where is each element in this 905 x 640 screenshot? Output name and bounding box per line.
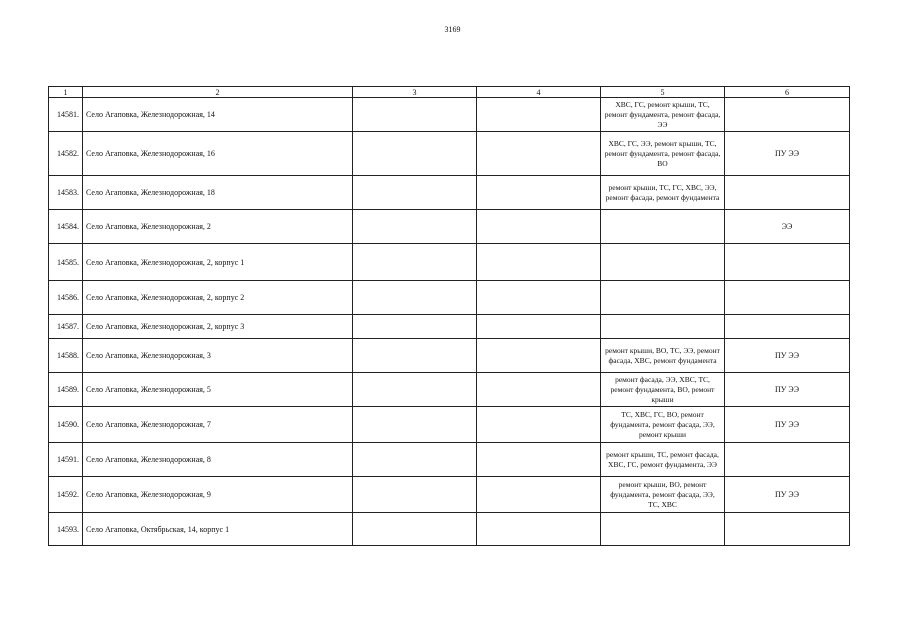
table-row [49, 281, 850, 315]
meter-cell [725, 281, 850, 315]
column-header-6: 6 [725, 87, 850, 98]
table-row [49, 443, 850, 477]
column-3-cell [353, 477, 477, 513]
address-cell: Село Агаповка, Железнодорожная, 9 [83, 477, 353, 513]
column-4-cell [477, 339, 601, 373]
row-number-cell: 14583. [49, 176, 83, 210]
table-row [49, 315, 850, 339]
table-row [49, 176, 850, 210]
works-cell: ремонт крыши, ВО, ремонт фундамента, ремонт фасада, ЭЭ, ТС, ХВС [601, 477, 725, 513]
address-cell: Село Агаповка, Железнодорожная, 8 [83, 443, 353, 477]
column-3-cell [353, 132, 477, 176]
row-number-cell: 14589. [49, 373, 83, 407]
meter-cell: ПУ ЭЭ [725, 339, 850, 373]
column-4-cell [477, 373, 601, 407]
meter-cell [725, 244, 850, 281]
works-cell: ремонт крыши, ВО, ТС, ЭЭ, ремонт фасада, ХВС, ремонт фундамента [601, 339, 725, 373]
table-row [49, 244, 850, 281]
table-row [49, 407, 850, 443]
column-3-cell [353, 98, 477, 132]
column-3-cell [353, 176, 477, 210]
works-cell: ХВС, ГС, ремонт крыши, ТС, ремонт фундамента, ремонт фасада, ЭЭ [601, 98, 725, 132]
meter-cell [725, 98, 850, 132]
address-cell: Село Агаповка, Железнодорожная, 7 [83, 407, 353, 443]
row-number-cell: 14588. [49, 339, 83, 373]
column-3-cell [353, 513, 477, 546]
works-cell: ремонт фасада, ЭЭ, ХВС, ТС, ремонт фундамента, ВО, ремонт крыши [601, 373, 725, 407]
works-cell: ремонт крыши, ТС, ремонт фасада, ХВС, ГС, ремонт фундамента, ЭЭ [601, 443, 725, 477]
registry-table [48, 86, 850, 546]
row-number-cell: 14584. [49, 210, 83, 244]
row-number-cell: 14585. [49, 244, 83, 281]
column-4-cell [477, 477, 601, 513]
column-4-cell [477, 132, 601, 176]
works-cell [601, 513, 725, 546]
row-number-cell: 14581. [49, 98, 83, 132]
row-number-cell: 14586. [49, 281, 83, 315]
table-body [49, 98, 850, 546]
address-cell: Село Агаповка, Железнодорожная, 18 [83, 176, 353, 210]
address-cell: Село Агаповка, Железнодорожная, 5 [83, 373, 353, 407]
table-row [49, 132, 850, 176]
column-3-cell [353, 210, 477, 244]
column-3-cell [353, 373, 477, 407]
meter-cell: ПУ ЭЭ [725, 132, 850, 176]
table-row [49, 339, 850, 373]
column-3-cell [353, 407, 477, 443]
column-header-1: 1 [49, 87, 83, 98]
works-cell: ТС, ХВС, ГС, ВО, ремонт фундамента, ремонт фасада, ЭЭ, ремонт крыши [601, 407, 725, 443]
row-number-cell: 14582. [49, 132, 83, 176]
works-cell: ремонт крыши, ТС, ГС, ХВС, ЭЭ, ремонт фасада, ремонт фундамента [601, 176, 725, 210]
column-header-3: 3 [353, 87, 477, 98]
column-3-cell [353, 281, 477, 315]
column-header-4: 4 [477, 87, 601, 98]
table-row [49, 477, 850, 513]
address-cell: Село Агаповка, Железнодорожная, 16 [83, 132, 353, 176]
table-header-row [49, 87, 850, 98]
column-4-cell [477, 210, 601, 244]
address-cell: Село Агаповка, Октябрьская, 14, корпус 1 [83, 513, 353, 546]
column-4-cell [477, 443, 601, 477]
column-4-cell [477, 176, 601, 210]
works-cell [601, 244, 725, 281]
column-3-cell [353, 244, 477, 281]
column-3-cell [353, 315, 477, 339]
table-row [49, 513, 850, 546]
meter-cell [725, 443, 850, 477]
meter-cell [725, 176, 850, 210]
row-number-cell: 14593. [49, 513, 83, 546]
address-cell: Село Агаповка, Железнодорожная, 3 [83, 339, 353, 373]
column-4-cell [477, 407, 601, 443]
address-cell: Село Агаповка, Железнодорожная, 2, корпус 3 [83, 315, 353, 339]
page-number: 3169 [444, 25, 461, 34]
row-number-cell: 14592. [49, 477, 83, 513]
works-cell [601, 315, 725, 339]
meter-cell: ПУ ЭЭ [725, 373, 850, 407]
works-cell: ХВС, ГС, ЭЭ, ремонт крыши, ТС, ремонт фундамента, ремонт фасада, ВО [601, 132, 725, 176]
meter-cell: ЭЭ [725, 210, 850, 244]
column-header-2: 2 [83, 87, 353, 98]
address-cell: Село Агаповка, Железнодорожная, 14 [83, 98, 353, 132]
column-4-cell [477, 98, 601, 132]
column-4-cell [477, 315, 601, 339]
works-cell [601, 210, 725, 244]
column-4-cell [477, 513, 601, 546]
meter-cell [725, 513, 850, 546]
column-4-cell [477, 281, 601, 315]
column-4-cell [477, 244, 601, 281]
row-number-cell: 14590. [49, 407, 83, 443]
works-cell [601, 281, 725, 315]
column-3-cell [353, 443, 477, 477]
table-row [49, 98, 850, 132]
row-number-cell: 14587. [49, 315, 83, 339]
row-number-cell: 14591. [49, 443, 83, 477]
meter-cell: ПУ ЭЭ [725, 407, 850, 443]
column-header-5: 5 [601, 87, 725, 98]
address-cell: Село Агаповка, Железнодорожная, 2 [83, 210, 353, 244]
meter-cell [725, 315, 850, 339]
column-3-cell [353, 339, 477, 373]
address-cell: Село Агаповка, Железнодорожная, 2, корпус 2 [83, 281, 353, 315]
table-row [49, 373, 850, 407]
table-row [49, 210, 850, 244]
meter-cell: ПУ ЭЭ [725, 477, 850, 513]
address-cell: Село Агаповка, Железнодорожная, 2, корпус 1 [83, 244, 353, 281]
